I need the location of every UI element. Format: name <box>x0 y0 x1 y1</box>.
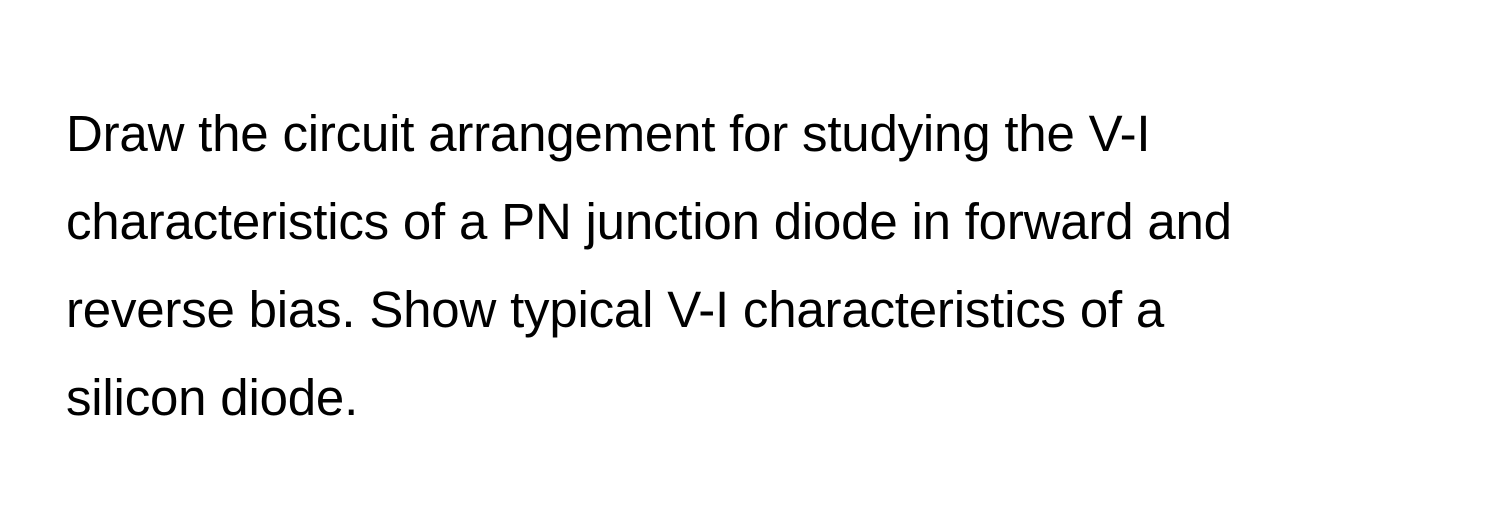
question-line-4: silicon diode. <box>66 369 359 426</box>
question-line-3: reverse bias. Show typical V-I characteristics of a <box>66 281 1165 338</box>
question-line-1: Draw the circuit arrangement for studying the V-I <box>66 105 1151 162</box>
question-text <box>66 90 1466 442</box>
question-line-2: characteristics of a PN junction diode in forward and <box>66 193 1232 250</box>
